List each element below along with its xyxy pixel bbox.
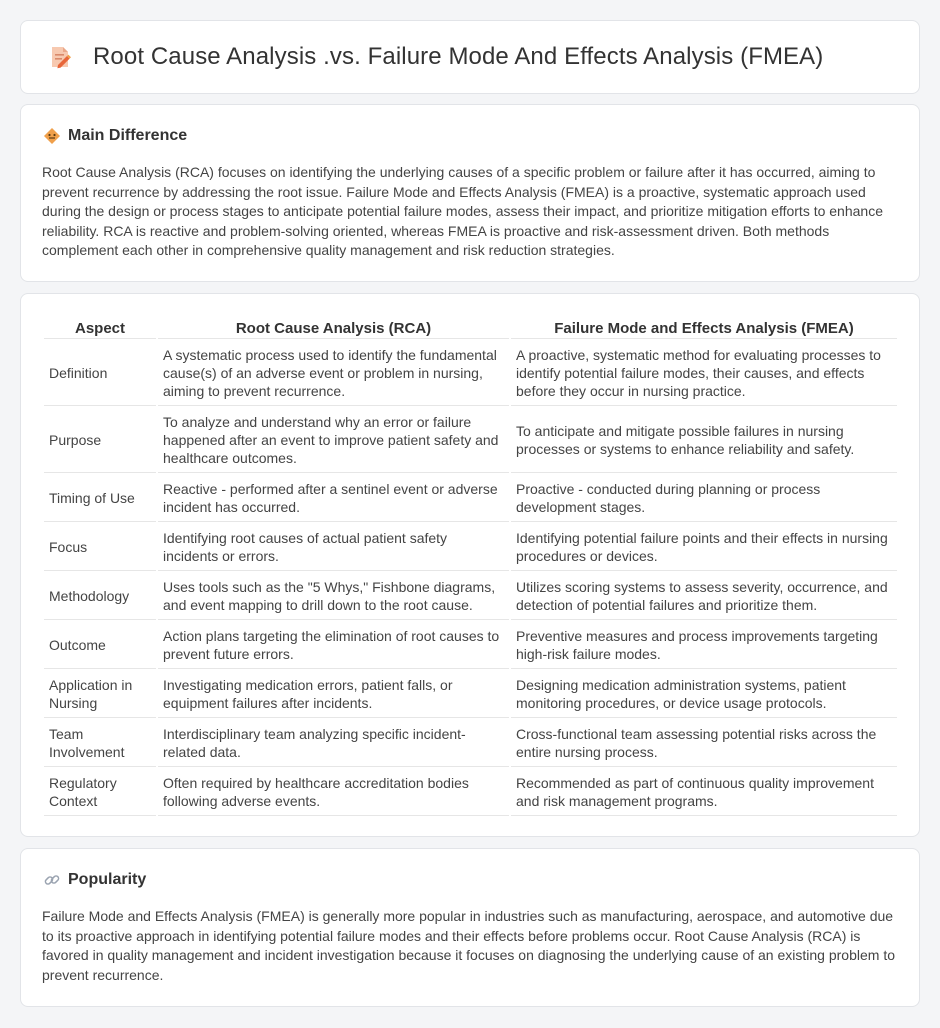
table-row bbox=[44, 408, 897, 473]
cell-fmea: Identifying potential failure points and their effects in nursing procedures or devices. bbox=[511, 524, 897, 571]
cell-aspect: Methodology bbox=[44, 573, 156, 620]
table-header-row bbox=[44, 318, 897, 339]
header-rca: Root Cause Analysis (RCA) bbox=[158, 318, 509, 339]
table-row bbox=[44, 769, 897, 816]
cell-fmea: To anticipate and mitigate possible failures in nursing processes or systems to enhance reliability and safety. bbox=[511, 408, 897, 473]
comparison-card bbox=[20, 293, 920, 837]
document-edit-icon bbox=[47, 44, 73, 70]
cell-fmea: Preventive measures and process improvements targeting high-risk failure modes. bbox=[511, 622, 897, 669]
header-fmea: Failure Mode and Effects Analysis (FMEA) bbox=[511, 318, 897, 339]
cell-fmea: Cross-functional team assessing potential risks across the entire nursing process. bbox=[511, 720, 897, 767]
cell-fmea: A proactive, systematic method for evaluating processes to identify potential failure modes, their causes, and effects before they occur in nursing practice. bbox=[511, 341, 897, 406]
page-title: Root Cause Analysis .vs. Failure Mode And Effects Analysis (FMEA) bbox=[93, 43, 824, 70]
main-difference-card bbox=[20, 104, 920, 282]
diamond-warning-icon bbox=[43, 127, 61, 145]
header-aspect: Aspect bbox=[44, 318, 156, 339]
cell-fmea: Designing medication administration systems, patient monitoring procedures, or device usage protocols. bbox=[511, 671, 897, 718]
popularity-card bbox=[20, 848, 920, 1007]
table-row bbox=[44, 475, 897, 522]
cell-aspect: Focus bbox=[44, 524, 156, 571]
link-icon bbox=[43, 871, 61, 889]
table-row bbox=[44, 720, 897, 767]
cell-fmea: Proactive - conducted during planning or process development stages. bbox=[511, 475, 897, 522]
cell-rca: Often required by healthcare accreditation bodies following adverse events. bbox=[158, 769, 509, 816]
main-difference-heading bbox=[43, 127, 187, 145]
cell-aspect: Definition bbox=[44, 341, 156, 406]
cell-rca: Reactive - performed after a sentinel event or adverse incident has occurred. bbox=[158, 475, 509, 522]
table-row bbox=[44, 573, 897, 620]
cell-aspect: Team Involvement bbox=[44, 720, 156, 767]
main-difference-text: Root Cause Analysis (RCA) focuses on identifying the underlying causes of a specific problem or failure after it has occurred, aiming to prevent recurrence by addressing the root issue. Failure Mode and Effects Analysis (FMEA) is a proactive, systematic approach used during the design or process stages to anticipate potential failure modes, assess their impact, and prioritize mitigation efforts to enhance reliability. RCA is reactive and problem-solving oriented, whereas FMEA is proactive and risk-assessment driven. Both methods complement each other in comprehensive quality management and risk reduction strategies. bbox=[42, 164, 883, 259]
table-row bbox=[44, 341, 897, 406]
popularity-text: Failure Mode and Effects Analysis (FMEA) is generally more popular in industries such as manufacturing, aerospace, and automotive due to its proactive approach in identifying potential failure modes and their effects before problems occur. Root Cause Analysis (RCA) is favored in quality management and incident investigation because it focuses on diagnosing the underlying cause of an existing problem to prevent recurrence. bbox=[42, 908, 895, 983]
main-difference-title: Main Difference bbox=[68, 127, 188, 144]
popularity-heading bbox=[43, 871, 146, 889]
cell-aspect: Regulatory Context bbox=[44, 769, 156, 816]
cell-rca: To analyze and understand why an error or failure happened after an event to improve patient safety and healthcare outcomes. bbox=[158, 408, 509, 473]
cell-fmea: Utilizes scoring systems to assess severity, occurrence, and detection of potential failures and prioritize them. bbox=[511, 573, 897, 620]
cell-aspect: Application in Nursing bbox=[44, 671, 156, 718]
table-row bbox=[44, 671, 897, 718]
header-card bbox=[20, 20, 920, 94]
cell-rca: Interdisciplinary team analyzing specific incident-related data. bbox=[158, 720, 509, 767]
table-row bbox=[44, 524, 897, 571]
cell-rca: Action plans targeting the elimination of root causes to prevent future errors. bbox=[158, 622, 509, 669]
title-row bbox=[47, 43, 823, 71]
cell-rca: Investigating medication errors, patient falls, or equipment failures after incidents. bbox=[158, 671, 509, 718]
cell-aspect: Timing of Use bbox=[44, 475, 156, 522]
table-row bbox=[44, 622, 897, 669]
cell-rca: Identifying root causes of actual patient safety incidents or errors. bbox=[158, 524, 509, 571]
cell-rca: Uses tools such as the "5 Whys," Fishbone diagrams, and event mapping to drill down to the root cause. bbox=[158, 573, 509, 620]
cell-aspect: Outcome bbox=[44, 622, 156, 669]
cell-fmea: Recommended as part of continuous quality improvement and risk management programs. bbox=[511, 769, 897, 816]
comparison-table bbox=[42, 316, 899, 818]
cell-aspect: Purpose bbox=[44, 408, 156, 473]
cell-rca: A systematic process used to identify the fundamental cause(s) of an adverse event or problem in nursing, aiming to prevent recurrence. bbox=[158, 341, 509, 406]
popularity-title: Popularity bbox=[68, 871, 147, 888]
